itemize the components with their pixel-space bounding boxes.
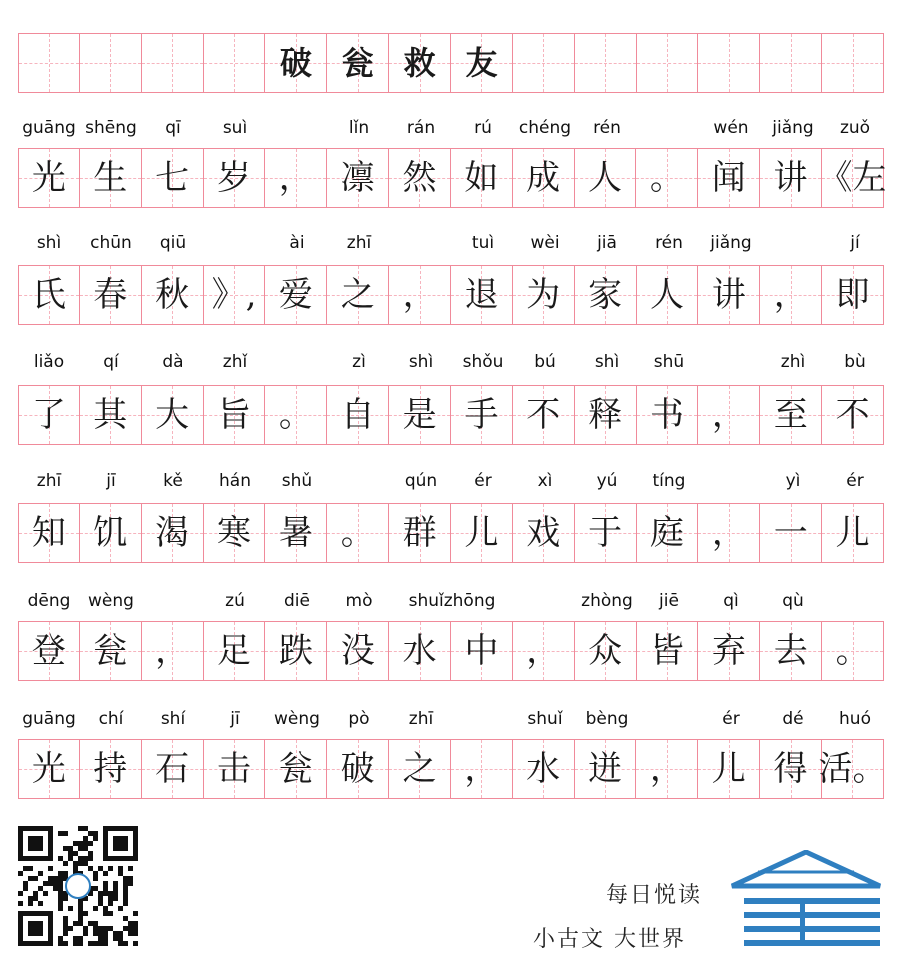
hanzi: 爱 [278,275,313,315]
pinyin: suì [222,118,248,138]
hanzi: 书 [650,395,685,435]
hanzi: ， [773,275,808,315]
hanzi: 讲 [773,158,808,198]
hanzi: 七 [155,158,190,198]
hanzi: 光 [31,158,66,198]
pinyin: pò [348,709,370,729]
title-char: 友 [451,33,513,93]
hanzi: 瓮 [278,749,313,789]
char-cell [204,739,266,799]
grid-cell [698,33,760,93]
char-cell [142,739,204,799]
char-cell [822,621,884,681]
hanzi: 群 [402,513,437,553]
char-cell [451,265,513,325]
char-cell [636,739,698,799]
hanzi: 。 [835,631,870,671]
hanzi: ， [278,158,313,198]
char-cell [575,265,637,325]
pinyin: jiē [659,591,679,611]
char-cell [80,503,142,563]
char-row [18,148,887,208]
pinyin: ér [722,709,740,729]
pinyin: tíng [652,471,686,491]
grid-cell [18,33,80,93]
char-row [18,265,884,325]
char-cell [818,739,887,799]
char-cell [18,265,80,325]
hanzi: 跌 [278,631,313,671]
char-cell [513,385,575,445]
grid-cell [760,33,822,93]
char-cell [265,739,327,799]
char-cell [575,148,637,208]
hanzi: 击 [216,749,251,789]
hanzi: 是 [402,395,437,435]
char-cell [80,385,142,445]
hanzi: 释 [588,395,623,435]
hanzi: 大 [155,395,190,435]
hanzi: 然 [402,158,437,198]
hanzi: 之 [340,275,375,315]
hanzi: ， [464,749,499,789]
hanzi: 至 [773,395,808,435]
hanzi: 一 [773,513,808,553]
hanzi: 不 [526,395,561,435]
hanzi: 水 [526,749,561,789]
pinyin: kě [163,471,183,491]
pinyin: guāng [22,709,76,729]
hanzi: 儿 [464,513,499,553]
title-char: 瓮 [327,33,389,93]
char-cell [204,503,266,563]
char-cell [822,265,884,325]
char-cell [327,621,389,681]
pinyin: jiǎng [710,233,752,253]
hanzi: 足 [217,631,251,671]
hanzi: 暑 [278,513,313,553]
char-cell [18,503,80,563]
char-cell [760,503,822,563]
hanzi: ， [155,631,190,671]
char-cell [204,265,266,325]
pinyin: bèng [585,709,629,729]
pinyin: qiū [159,233,187,253]
char-cell [513,739,575,799]
pinyin: guāng [22,118,76,138]
char-cell [389,503,451,563]
grid-cell [513,33,575,93]
pinyin: dé [782,709,804,729]
char-cell [80,739,142,799]
pinyin-row [18,585,884,615]
char-cell [760,148,822,208]
hanzi: 人 [588,158,623,198]
hanzi: 众 [588,631,623,671]
pinyin-row [18,112,884,142]
pinyin: qù [782,591,804,611]
pinyin: jí [850,233,860,253]
pinyin: jiǎng [772,118,814,138]
char-cell [389,621,451,681]
pinyin: liǎo [33,352,65,372]
pinyin: rú [474,118,492,138]
pinyin: wèng [88,591,134,611]
hanzi: ， [649,749,684,789]
char-cell [760,265,822,325]
grid-cell [80,33,142,93]
char-cell [18,621,80,681]
pinyin: rán [406,118,436,138]
char-row [18,385,884,445]
hanzi: 成 [526,158,561,198]
pinyin: shǔ [281,471,313,491]
char-cell [142,385,204,445]
grid-cell [575,33,637,93]
title-char: 破 [265,33,327,93]
pinyin: rén [593,118,621,138]
hanzi: 秋 [155,275,190,315]
char-cell [327,265,389,325]
char-cell [637,385,699,445]
char-cell [822,385,884,445]
pinyin: chí [98,709,124,729]
char-cell [637,621,699,681]
char-cell [327,385,389,445]
qr-code [18,826,138,946]
pinyin: yú [596,471,618,491]
hanzi: 旨 [217,395,251,435]
char-row [18,621,884,681]
hanzi: 饥 [93,513,128,553]
hanzi: 为 [526,275,561,315]
char-cell [636,148,698,208]
hanzi: 活。 [818,749,887,789]
pinyin: qí [103,352,119,372]
pinyin: rén [655,233,683,253]
pinyin-row [18,227,884,257]
char-row [18,503,884,563]
char-cell [637,265,699,325]
hanzi: 戏 [526,513,561,553]
hanzi: 生 [93,158,128,198]
char-cell [389,148,451,208]
char-cell [575,385,637,445]
char-cell [142,265,204,325]
pinyin: shǒu [462,352,504,372]
pinyin: ér [846,471,864,491]
char-cell [698,739,760,799]
char-cell [451,148,513,208]
hanzi: 如 [464,158,499,198]
hanzi: 寒 [217,513,251,553]
hanzi: 庭 [650,513,685,553]
hanzi: 自 [340,395,375,435]
pinyin: lǐn [348,118,370,138]
hanzi: 石 [155,749,190,789]
pinyin: dà [162,352,184,372]
char-cell [575,503,637,563]
hanzi: 。 [649,158,684,198]
char-cell [698,265,760,325]
pinyin: wèng [274,709,320,729]
hanzi: 。 [340,513,375,553]
char-cell [389,385,451,445]
hanzi: ， [402,275,437,315]
hanzi: 去 [773,631,808,671]
pinyin: bú [534,352,556,372]
hanzi: 家 [588,275,623,315]
pinyin-row [18,346,884,376]
hanzi: 破 [340,749,375,789]
char-cell [327,503,389,563]
char-cell [265,621,327,681]
char-cell [575,739,637,799]
char-cell [142,621,204,681]
char-cell [18,385,80,445]
hanzi: 持 [93,749,128,789]
hanzi: 春 [93,275,128,315]
char-cell [818,148,887,208]
hanzi: 氏 [31,275,66,315]
char-cell [18,148,80,208]
pinyin: jiā [597,233,617,253]
char-cell [451,621,513,681]
pinyin: zhì [780,352,806,372]
char-cell [265,265,327,325]
hanzi: 渴 [155,513,190,553]
hanzi: 于 [588,513,623,553]
pinyin: shuǐ [527,709,563,729]
hanzi: 退 [464,275,499,315]
pinyin: zú [225,591,245,611]
pinyin: shì [36,233,62,253]
pinyin: shí [160,709,186,729]
hanzi: 登 [31,631,66,671]
char-cell [513,265,575,325]
pinyin: wèi [530,233,560,253]
hanzi: 儿 [835,513,870,553]
hanzi: 光 [31,749,66,789]
char-cell [80,621,142,681]
hanzi: 凛 [340,158,375,198]
char-cell [698,503,760,563]
grid-cell [822,33,884,93]
char-cell [451,503,513,563]
char-cell [513,148,575,208]
pinyin-row [18,465,884,495]
char-cell [327,739,389,799]
pinyin: huó [839,709,871,729]
hanzi: 《左 [818,158,887,198]
hanzi: 没 [340,631,375,671]
hanzi: 。 [278,395,313,435]
hanzi: 》, [211,275,257,315]
char-cell [760,385,822,445]
pinyin: diē [284,591,310,611]
hanzi: 其 [93,395,128,435]
hanzi: 不 [835,395,870,435]
pinyin: shì [594,352,620,372]
pinyin: hán [219,471,251,491]
pinyin: mò [345,591,373,611]
title-char: 救 [389,33,451,93]
pinyin: ài [289,233,305,253]
char-cell [513,503,575,563]
char-cell [698,621,760,681]
hanzi: ， [711,513,746,553]
library-logo-icon [728,850,884,950]
pinyin: jī [230,709,240,729]
char-cell [822,503,884,563]
hanzi: 人 [650,275,685,315]
char-cell [637,503,699,563]
hanzi: 之 [402,749,437,789]
grid-cell [637,33,699,93]
char-cell [698,148,760,208]
pinyin: jī [106,471,116,491]
footer-slogan-1: 每日悦读 [606,883,703,908]
pinyin: dēng [27,591,71,611]
grid-cell [204,33,266,93]
char-cell [451,385,513,445]
char-row [18,739,887,799]
hanzi: 手 [464,395,499,435]
footer-slogan-2: 小古文 大世界 [533,927,686,952]
char-cell [204,621,266,681]
hanzi: 瓮 [93,631,128,671]
char-cell [142,503,204,563]
pinyin: zhǐ [222,352,248,372]
pinyin: zuǒ [839,118,871,138]
pinyin: zhī [36,471,62,491]
char-cell [265,503,327,563]
pinyin: shì [408,352,434,372]
char-cell [265,385,327,445]
pinyin: shēng [85,118,137,138]
char-cell [18,739,80,799]
char-cell [389,265,451,325]
hanzi: 即 [835,275,870,315]
char-cell [327,148,389,208]
char-cell [698,385,760,445]
char-cell [575,621,637,681]
char-cell [204,385,266,445]
pinyin: zhòng [581,591,633,611]
pinyin: bù [844,352,866,372]
pinyin: chéng [518,118,572,138]
char-cell [80,265,142,325]
hanzi: 讲 [711,275,746,315]
char-cell [80,148,142,208]
grid-cell [142,33,204,93]
pinyin: qún [404,471,438,491]
hanzi: 得 [773,749,808,789]
pinyin: shuǐzhōng [408,591,496,611]
pinyin-row [18,703,884,733]
hanzi: 闻 [711,158,746,198]
title-row [18,33,884,93]
char-cell [204,148,266,208]
pinyin: qī [165,118,181,138]
pinyin: wén [713,118,749,138]
char-cell [265,148,327,208]
hanzi: 儿 [711,749,746,789]
pinyin: tuì [471,233,495,253]
hanzi: 中 [464,631,499,671]
pinyin: zhī [408,709,434,729]
pinyin: qì [723,591,739,611]
pinyin: xì [537,471,553,491]
pinyin: yì [785,471,801,491]
char-cell [142,148,204,208]
hanzi: ， [711,395,746,435]
hanzi: 水 [402,631,437,671]
pinyin: chūn [90,233,132,253]
hanzi: 皆 [650,631,685,671]
hanzi: 弃 [711,631,746,671]
pinyin: shū [653,352,685,372]
char-cell [760,739,822,799]
char-cell [389,739,451,799]
pinyin: zì [352,352,366,372]
hanzi: 迸 [588,749,623,789]
pinyin: ér [474,471,492,491]
char-cell [451,739,513,799]
hanzi: 岁 [216,158,251,198]
hanzi: 了 [31,395,66,435]
char-cell [760,621,822,681]
hanzi: ， [526,631,561,671]
hanzi: 知 [31,513,66,553]
pinyin: zhī [346,233,372,253]
char-cell [513,621,575,681]
